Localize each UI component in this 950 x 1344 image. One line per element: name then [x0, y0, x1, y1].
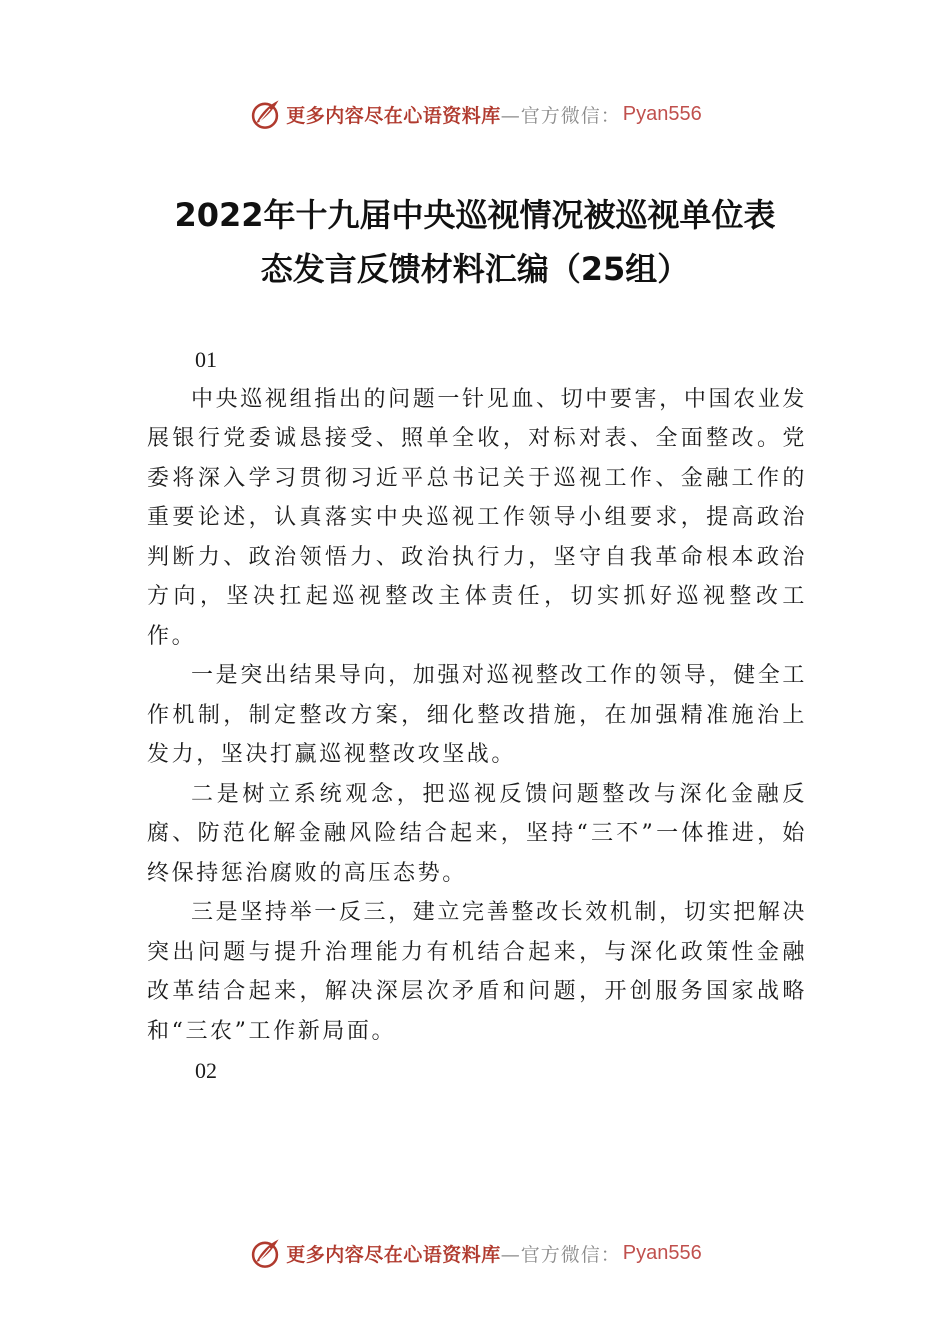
banner-wechat-handle: Pyan556 [622, 102, 702, 125]
paragraph-intro: 中央巡视组指出的问题一针见血、切中要害，中国农业发展银行党委诚恳接受、照单全收，对标对表、全面整改。党委将深入学习贯彻习近平总书记关于巡视工作、金融工作的重要论述，认真落实中央巡视工作领导小组要求，提高政治判断力、政治领悟力、政治执行力，坚守自我革命根本政治方向，坚决扛起巡视整改主体责任，切实抓好巡视整改工作。 [147, 386, 807, 649]
paragraph-point-1: 一是突出结果导向，加强对巡视整改工作的领导，健全工作机制，制定整改方案，细化整改措施，在加强精准施治上发力，坚决打赢巡视整改攻坚战。 [147, 663, 807, 767]
document-title [140, 188, 810, 296]
footer-watermark-banner [0, 1233, 950, 1273]
section-number-01: 01 [195, 347, 217, 372]
section-number-02: 02 [195, 1058, 217, 1083]
footer-wechat-handle: Pyan556 [622, 1241, 702, 1264]
title-line-2: 态发言反馈材料汇编（25组） [260, 250, 690, 288]
banner-brand-text: 更多内容尽在心语资料库 [286, 104, 501, 127]
header-watermark-banner [0, 94, 950, 134]
document-body [147, 340, 807, 1091]
footer-wechat-label: —官方微信： [500, 1243, 621, 1266]
paragraph-point-2: 二是树立系统观念，把巡视反馈问题整改与深化金融反腐、防范化解金融风险结合起来，坚持“三不”一体推进，始终保持惩治腐败的高压态势。 [147, 781, 807, 886]
quill-logo-icon [248, 97, 282, 131]
quill-logo-icon [248, 1236, 282, 1270]
title-line-1: 2022年十九届中央巡视情况被巡视单位表 [174, 196, 776, 234]
paragraph-point-3: 三是坚持举一反三，建立完善整改长效机制，切实把解决突出问题与提升治理能力有机结合起来，与深化政策性金融改革结合起来，解决深层次矛盾和问题，开创服务国家战略和“三农”工作新局面。 [147, 900, 807, 1044]
banner-wechat-label: —官方微信： [500, 104, 621, 127]
footer-brand-text: 更多内容尽在心语资料库 [286, 1243, 501, 1266]
